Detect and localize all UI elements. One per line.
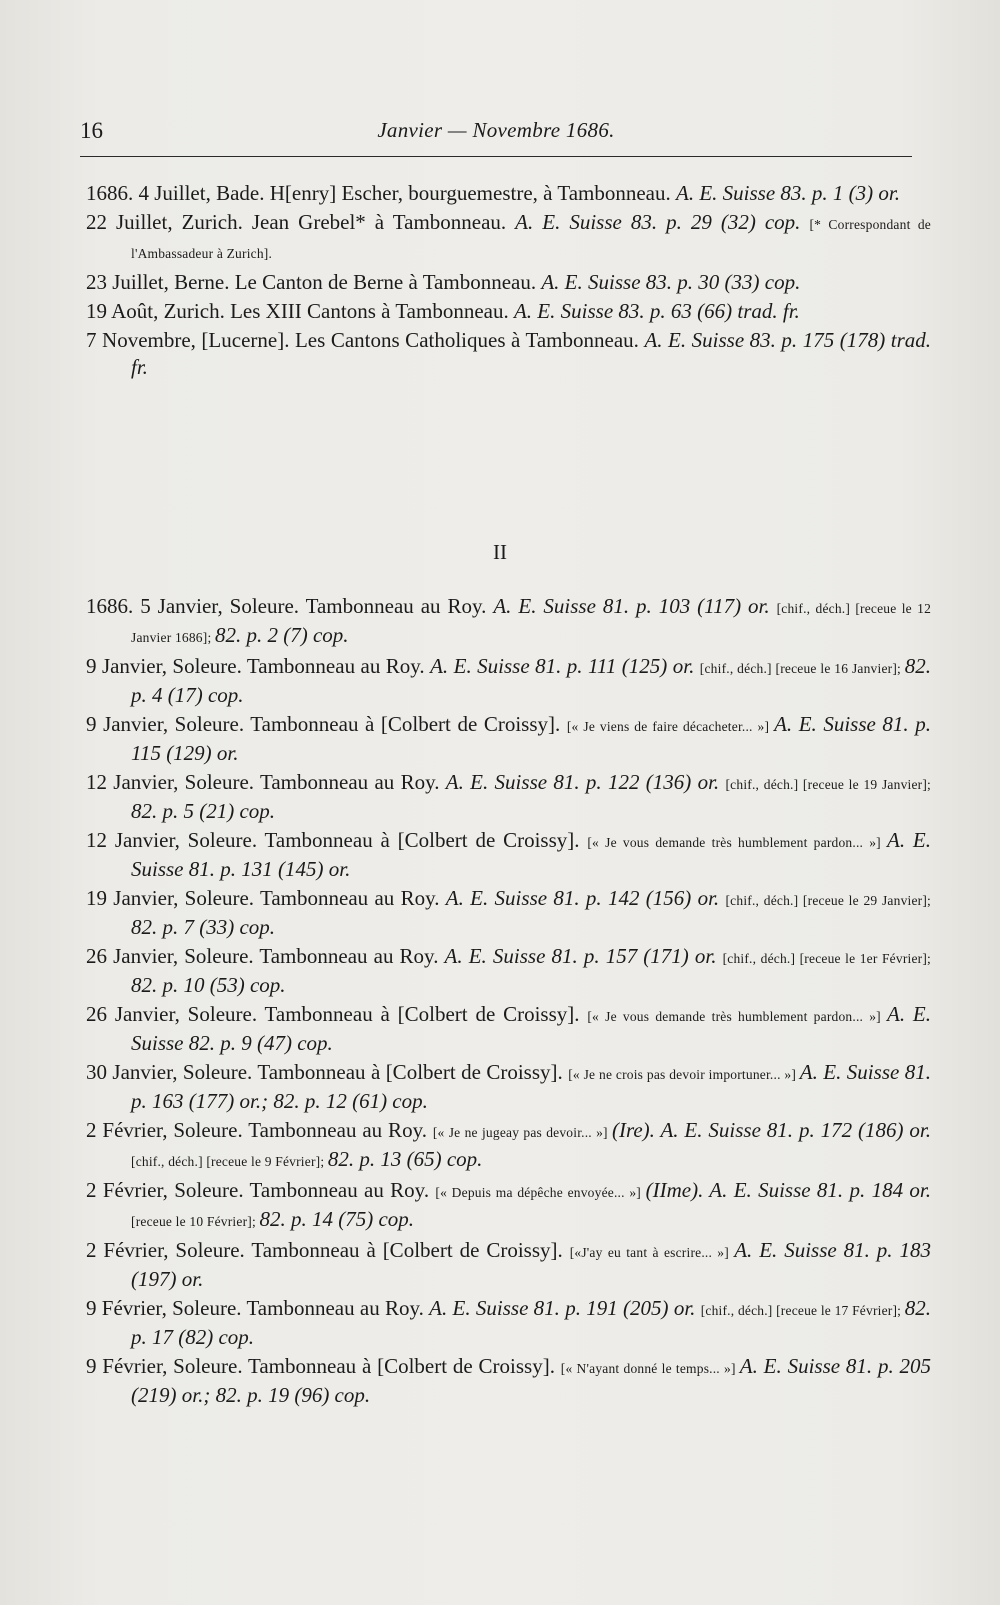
entry-date: 26 Janvier, Soleure. [86, 1002, 265, 1026]
entry-date: 7 Novembre, [Lucerne]. [86, 328, 295, 352]
entry-incipit: [«J'ay eu tant à escrire... »] [569, 1245, 735, 1260]
entry-date: 12 Janvier, Soleure. [86, 770, 260, 794]
entry-incipit: [« Depuis ma dépêche envoyée... »] [435, 1185, 646, 1200]
archive-reference: A. E. Suisse 83. p. 63 (66) trad. fr. [513, 299, 800, 323]
archive-reference: A. E. Suisse 81. p. 122 (136) or. [445, 770, 726, 794]
entry-description: Tambonneau au Roy. [305, 594, 494, 618]
section-i-entries [86, 180, 931, 383]
entry-annotation: [receue le 10 Février]; [131, 1214, 260, 1229]
entry-incipit: [« Je vous demande très humblement pardon... »] [587, 835, 888, 850]
copy-reference: 82. p. 4 (17) cop. [131, 654, 932, 707]
entry-description: Tambonneau au Roy. [259, 944, 445, 968]
entry-description: Les XIII Cantons à Tambonneau. [230, 299, 514, 323]
entry-year: 1686. [86, 181, 139, 205]
calendar-entry [86, 711, 931, 767]
copy-reference: 82. p. 10 (53) cop. [131, 973, 286, 997]
entry-date: 9 Janvier, Soleure. [86, 712, 251, 736]
calendar-entry [86, 1177, 931, 1235]
archive-reference: (IIme). A. E. Suisse 81. p. 184 or. [645, 1178, 931, 1202]
entry-date: 26 Janvier, Soleure. [86, 944, 260, 968]
calendar-entry [86, 1059, 931, 1115]
entry-date: 22 Juillet, Zurich. [86, 210, 252, 234]
running-title: Janvier — Novembre 1686. [377, 118, 615, 142]
entry-annotation: [* Correspondant de l'Ambassadeur à Zurich]. [131, 217, 931, 261]
archive-reference: A. E. Suisse 81. p. 131 (145) or. [131, 828, 931, 881]
copy-reference: 82. p. 2 (7) cop. [214, 623, 349, 647]
entry-incipit: [« Je vous demande très humblement pardon... »] [587, 1009, 888, 1024]
archive-reference: A. E. Suisse 81. p. 103 (117) or. [493, 594, 777, 618]
entry-description: Tambonneau à [Colbert de Croissy]. [250, 712, 567, 736]
calendar-entry [86, 209, 931, 267]
entry-incipit: [« Je ne crois pas devoir importuner... »] [568, 1067, 800, 1082]
archive-reference: A. E. Suisse 81. p. 183 (197) or. [131, 1238, 931, 1291]
copy-reference: 82. p. 5 (21) cop. [131, 799, 276, 823]
entry-annotation: [chif., déch.] [receue le 9 Février]; [131, 1154, 328, 1169]
calendar-entry [86, 327, 931, 381]
copy-reference: 82. p. 17 (82) cop. [131, 1296, 931, 1349]
calendar-entry [86, 1001, 931, 1057]
archive-reference: A. E. Suisse 83. p. 1 (3) or. [676, 181, 901, 205]
copy-reference: 82. p. 13 (65) cop. [327, 1147, 483, 1171]
page-number: 16 [80, 118, 103, 143]
entry-description: Tambonneau au Roy. [260, 770, 446, 794]
entry-incipit: [« Je ne jugeay pas devoir... »] [432, 1125, 612, 1140]
entry-annotation: [chif., déch.] [receue le 19 Janvier]; [725, 777, 932, 792]
archive-reference: A. E. Suisse 83. p. 175 (178) trad. fr. [131, 328, 931, 379]
calendar-entry [86, 885, 931, 941]
archive-reference: A. E. Suisse 81. p. 191 (205) or. [429, 1296, 701, 1320]
entry-year: 1686. [86, 594, 141, 618]
entry-description: Tambonneau au Roy. [248, 1118, 433, 1142]
entry-date: 2 Février, Soleure. [86, 1178, 250, 1202]
archive-reference: A. E. Suisse 81. p. 157 (171) or. [444, 944, 723, 968]
archive-reference: A. E. Suisse 81. p. 111 (125) or. [430, 654, 700, 678]
calendar-entry [86, 827, 931, 883]
copy-reference: 82. p. 7 (33) cop. [131, 915, 276, 939]
entry-date: 23 Juillet, Berne. [86, 270, 235, 294]
entry-date: 4 Juillet, Bade. [138, 181, 270, 205]
entry-description: Les Cantons Catholiques à Tambonneau. [294, 328, 645, 352]
calendar-entry [86, 653, 931, 709]
section-heading: II [493, 540, 507, 564]
entry-annotation: [chif., déch.] [receue le 16 Janvier]; [699, 661, 905, 676]
archive-reference: A. E. Suisse 81. p. 142 (156) or. [445, 886, 726, 910]
entry-description: Tambonneau au Roy. [249, 1178, 436, 1202]
archive-reference: A. E. Suisse 83. p. 29 (32) cop. [515, 210, 810, 234]
entry-description: Tambonneau à [Colbert de Croissy]. [248, 1354, 561, 1378]
entry-date: 12 Janvier, Soleure. [86, 828, 265, 852]
entry-description: Le Canton de Berne à Tambonneau. [234, 270, 542, 294]
entry-date: 2 Février, Soleure. [86, 1238, 252, 1262]
archive-reference: A. E. Suisse 81. p. 115 (129) or. [131, 712, 931, 765]
archive-reference: A. E. Suisse 83. p. 30 (33) cop. [541, 270, 801, 294]
entry-date: 9 Janvier, Soleure. [86, 654, 247, 678]
archive-reference: (Ire). A. E. Suisse 81. p. 172 (186) or. [611, 1118, 931, 1142]
entry-date: 5 Janvier, Soleure. [140, 594, 306, 618]
calendar-entry [86, 943, 931, 999]
entry-description: Tambonneau au Roy. [246, 654, 431, 678]
entry-description: H[enry] Escher, bourguemestre, à Tambonneau. [269, 181, 677, 205]
calendar-entry [86, 1353, 931, 1409]
calendar-entry [86, 180, 931, 207]
archive-reference: A. E. Suisse 81. p. 163 (177) or.; 82. p. 12 (61) cop. [131, 1060, 931, 1113]
entry-description: Tambonneau à [Colbert de Croissy]. [264, 1002, 588, 1026]
calendar-entry [86, 1117, 931, 1175]
calendar-entry [86, 1237, 931, 1293]
section-ii-entries [86, 593, 931, 1411]
entry-date: 30 Janvier, Soleure. [86, 1060, 258, 1084]
entry-description: Jean Grebel* à Tambonneau. [251, 210, 516, 234]
entry-annotation: [chif., déch.] [receue le 1er Février]; [722, 951, 932, 966]
calendar-entry [86, 269, 931, 296]
copy-reference: 82. p. 14 (75) cop. [259, 1207, 415, 1231]
archive-reference: A. E. Suisse 82. p. 9 (47) cop. [131, 1002, 931, 1055]
entry-date: 9 Février, Soleure. [86, 1296, 247, 1320]
entry-description: Tambonneau à [Colbert de Croissy]. [264, 828, 588, 852]
page-header [80, 118, 912, 157]
archive-reference: A. E. Suisse 81. p. 205 (219) or.; 82. p. 19 (96) cop. [131, 1354, 931, 1407]
calendar-entry [86, 298, 931, 325]
entry-annotation: [chif., déch.] [receue le 17 Février]; [700, 1303, 905, 1318]
entry-date: 19 Août, Zurich. [86, 299, 231, 323]
calendar-entry [86, 1295, 931, 1351]
calendar-entry [86, 593, 931, 651]
entry-description: Tambonneau à [Colbert de Croissy]. [257, 1060, 569, 1084]
entry-incipit: [« Je viens de faire décacheter... »] [566, 719, 775, 734]
entry-description: Tambonneau au Roy. [246, 1296, 430, 1320]
entry-date: 9 Février, Soleure. [86, 1354, 248, 1378]
entry-incipit: [« N'ayant donné le temps... »] [560, 1361, 740, 1376]
entry-description: Tambonneau au Roy. [260, 886, 446, 910]
entry-date: 19 Janvier, Soleure. [86, 886, 260, 910]
entry-annotation: [chif., déch.] [receue le 12 Janvier 1686]; [131, 601, 932, 645]
entry-date: 2 Février, Soleure. [86, 1118, 249, 1142]
entry-annotation: [chif., déch.] [receue le 29 Janvier]; [725, 893, 932, 908]
entry-description: Tambonneau à [Colbert de Croissy]. [251, 1238, 570, 1262]
calendar-entry [86, 769, 931, 825]
